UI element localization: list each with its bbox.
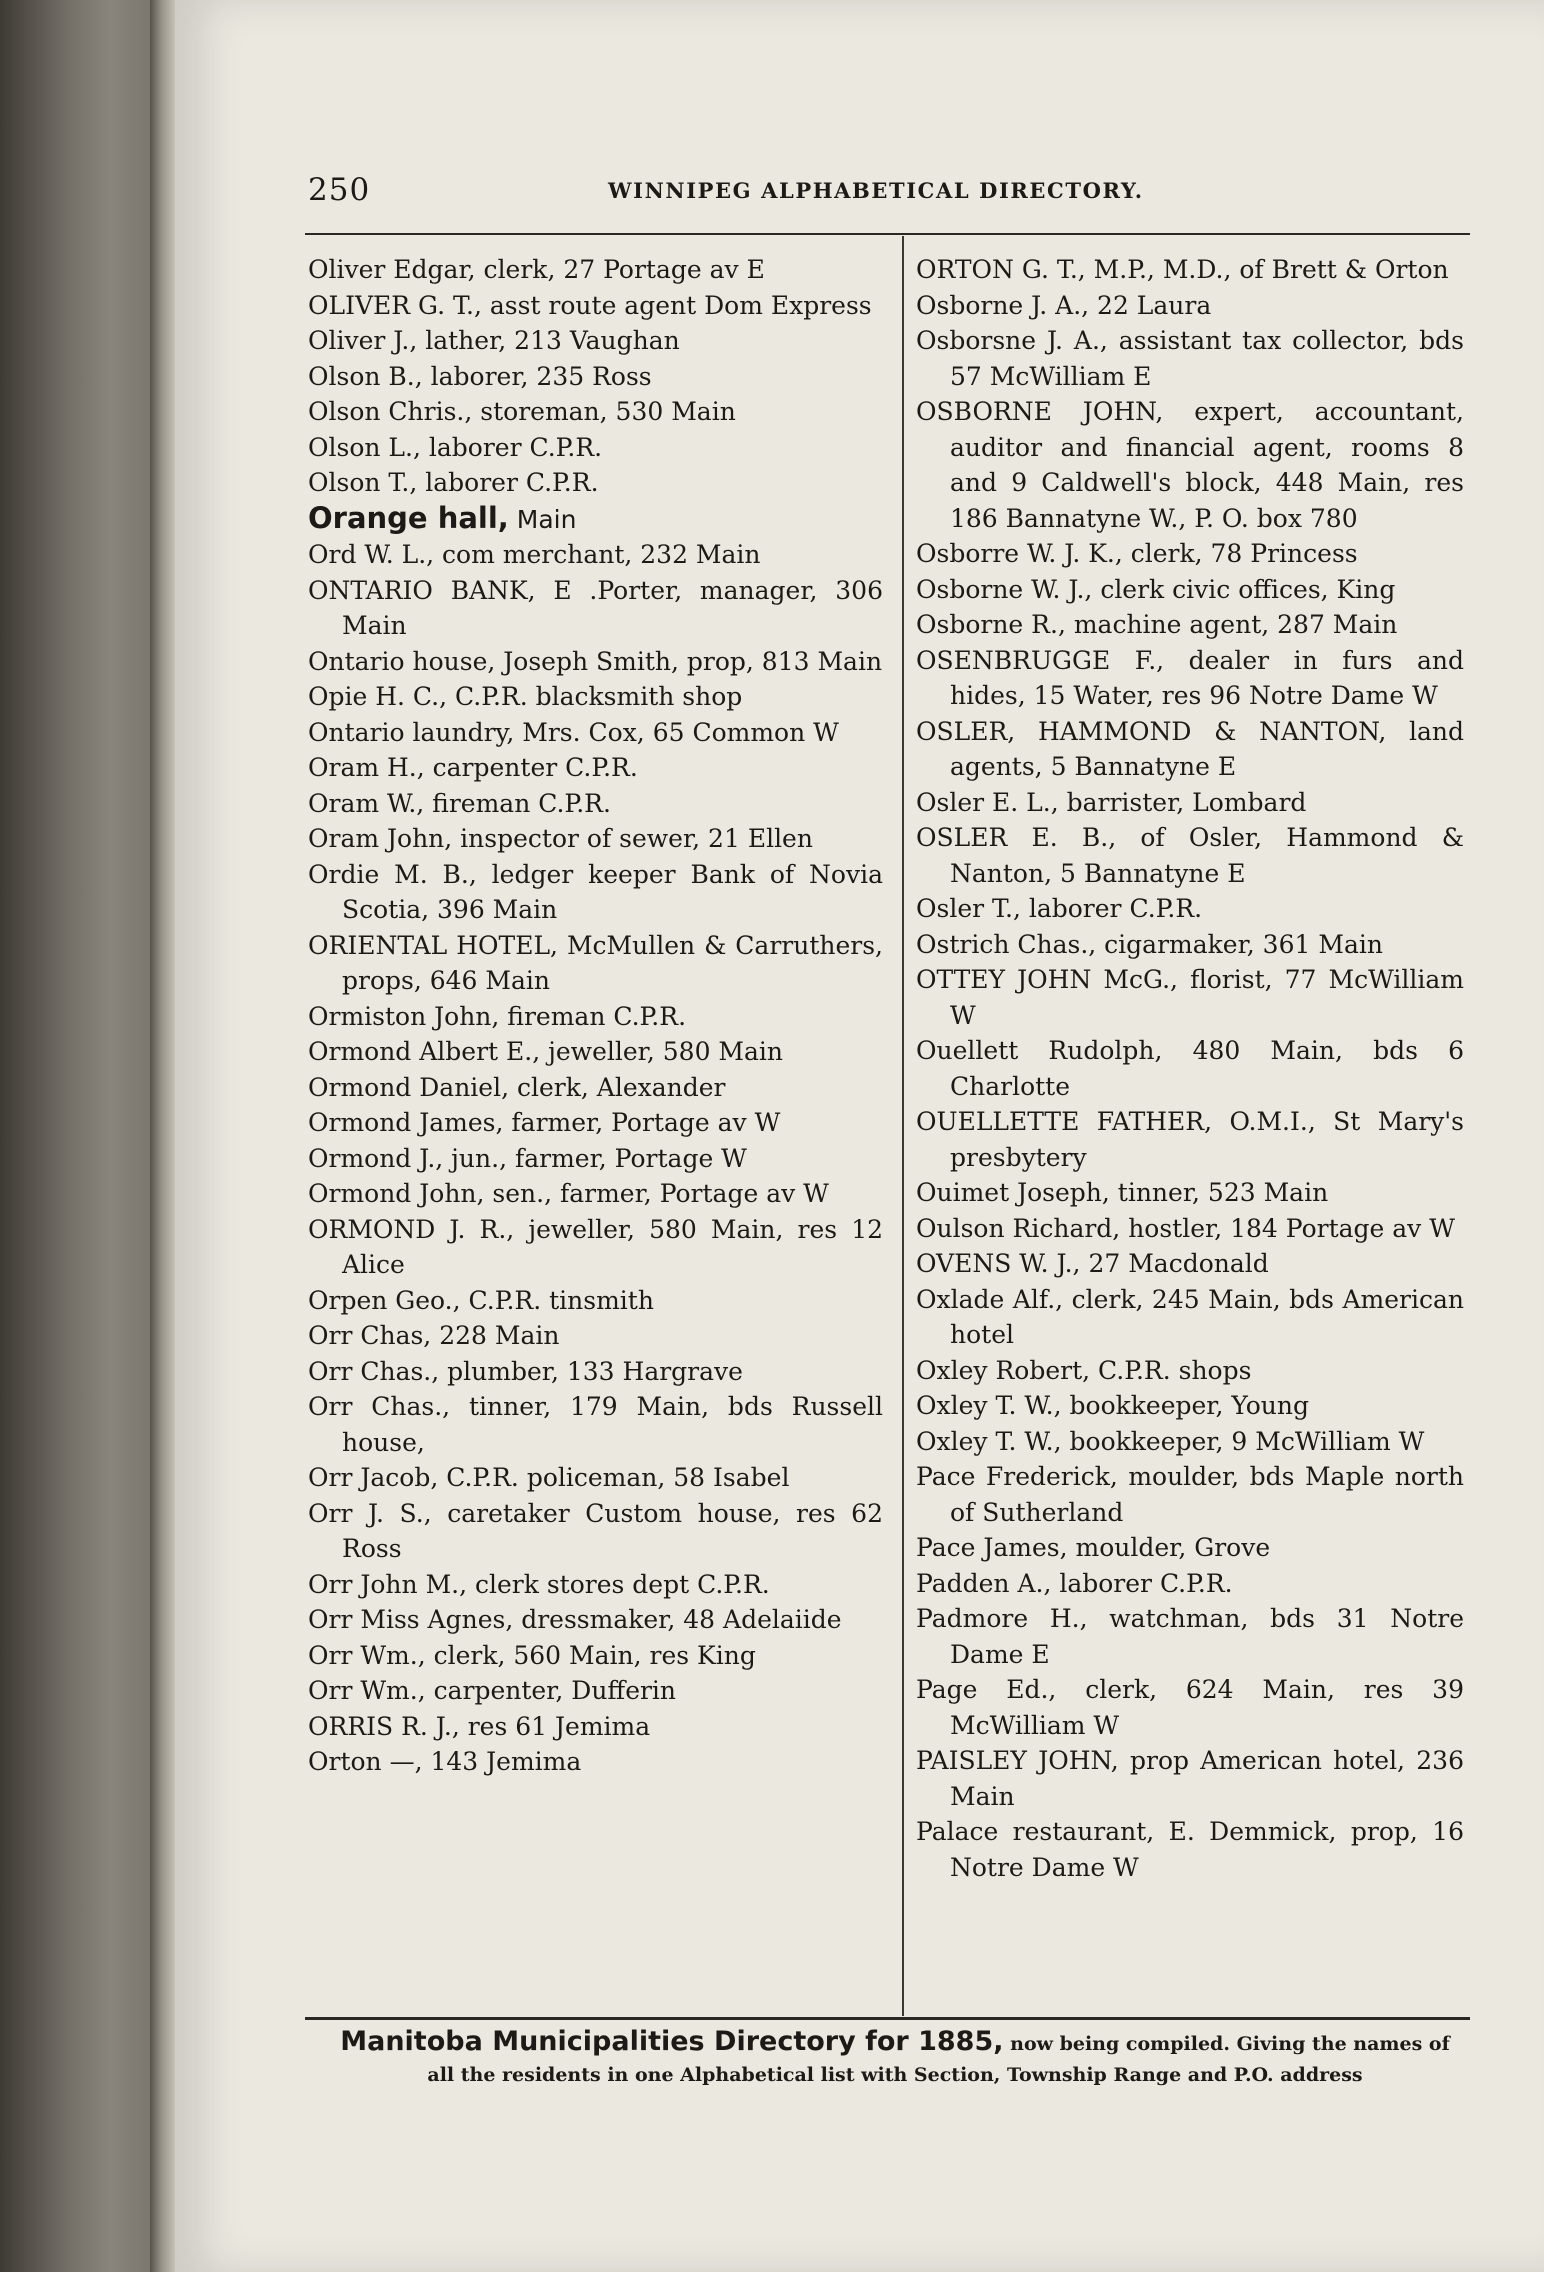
directory-entry: Oxlade Alf., clerk, 245 Main, bds American hotel — [916, 1284, 1464, 1349]
directory-entry: Olson Chris., storeman, 530 Main — [308, 397, 736, 426]
directory-entry: Ormond John, sen., farmer, Portage av W — [308, 1179, 829, 1208]
directory-entry: Ord W. L., com merchant, 232 Main — [308, 540, 761, 569]
directory-entry: OLIVER G. T., asst route agent Dom Express — [308, 290, 872, 320]
directory-entry: ORTON G. T., M.P., M.D., of Brett & Orton — [916, 255, 1449, 284]
directory-entry: Opie H. C., C.P.R. blacksmith shop — [308, 682, 743, 711]
footer-headline-rest: now being compiled. Giving the names of — [1003, 2033, 1450, 2055]
directory-entry: Ostrich Chas., cigarmaker, 361 Main — [916, 929, 1383, 959]
directory-entry: Oram W., fireman C.P.R. — [308, 788, 611, 818]
directory-entry: OVENS W. J., 27 Macdonald — [916, 1249, 1269, 1278]
directory-entry: Osler E. L., barrister, Lombard — [916, 787, 1307, 817]
directory-entry: ORIENTAL HOTEL, McMullen & Carruthers, props, 646 Main — [308, 930, 883, 995]
directory-entry: Pace Frederick, moulder, bds Maple north of Sutherland — [916, 1462, 1464, 1527]
directory-entry: Orr Wm., carpenter, Dufferin — [308, 1676, 677, 1705]
directory-entry: OSBORNE JOHN, expert, accountant, auditor and financial agent, rooms 8 and 9 Caldwell's block, 448 Main, res 186 Bannatyne W., P. O. box 780 — [916, 397, 1464, 533]
directory-entry: Oulson Richard, hostler, 184 Portage av W — [916, 1213, 1455, 1243]
directory-entry: Osborne W. J., clerk civic offices, King — [916, 574, 1396, 604]
directory-entry: OSLER, HAMMOND & NANTON, land agents, 5 Bannatyne E — [916, 716, 1464, 781]
directory-entry: Ontario house, Joseph Smith, prop, 813 Main — [308, 646, 883, 676]
directory-entry: Oxley T. W., bookkeeper, Young — [916, 1391, 1309, 1420]
directory-entry: Orr Jacob, C.P.R. policeman, 58 Isabel — [308, 1463, 790, 1492]
directory-entry: Oxley Robert, C.P.R. shops — [916, 1355, 1252, 1385]
directory-entry — [308, 501, 883, 538]
directory-entry: Osborne J. A., 22 Laura — [916, 290, 1212, 320]
directory-entry: OSLER E. B., of Osler, Hammond & Nanton, 5 Bannatyne E — [916, 823, 1464, 888]
directory-entry: Ormond Daniel, clerk, Alexander — [308, 1072, 726, 1102]
directory-entry: Orr Chas., tinner, 179 Main, bds Russell house, — [308, 1392, 883, 1457]
directory-entry: Olson B., laborer, 235 Ross — [308, 361, 652, 391]
directory-entry: PAISLEY JOHN, prop American hotel, 236 Main — [916, 1746, 1464, 1811]
directory-entry: Olson L., laborer C.P.R. — [308, 432, 603, 462]
directory-entry: Orr Wm., clerk, 560 Main, res King — [308, 1640, 756, 1670]
directory-entry: Orr Chas., plumber, 133 Hargrave — [308, 1356, 743, 1386]
right-column — [916, 252, 1464, 1885]
directory-entry: Ouimet Joseph, tinner, 523 Main — [916, 1178, 1329, 1207]
directory-entry: ORRIS R. J., res 61 Jemima — [308, 1711, 651, 1741]
directory-entry: Oram H., carpenter C.P.R. — [308, 753, 638, 782]
directory-entry: Ordie M. B., ledger keeper Bank of Novia Scotia, 396 Main — [308, 859, 883, 924]
header-rule — [305, 233, 1470, 235]
directory-entry: Orr John M., clerk stores dept C.P.R. — [308, 1569, 770, 1599]
directory-entry: Ormond J., jun., farmer, Portage W — [308, 1143, 747, 1173]
advertisement-footer — [305, 2025, 1485, 2089]
footer-line-one — [305, 2025, 1485, 2061]
directory-entry: Padden A., laborer C.P.R. — [916, 1568, 1233, 1598]
directory-entry: Olson T., laborer C.P.R. — [308, 468, 599, 497]
directory-entry: Oram John, inspector of sewer, 21 Ellen — [308, 824, 813, 853]
directory-entry: Oliver Edgar, clerk, 27 Portage av E — [308, 255, 765, 284]
directory-page — [175, 0, 1544, 2272]
directory-entry: Osborsne J. A., assistant tax collector, bds 57 McWilliam E — [916, 326, 1464, 391]
directory-entry: Osborne R., machine agent, 287 Main — [916, 610, 1398, 639]
footer-line-two: all the residents in one Alphabetical list with Section, Township Range and P.O. address — [427, 2064, 1363, 2086]
directory-entry: Orr Chas, 228 Main — [308, 1321, 560, 1350]
directory-entry: Page Ed., clerk, 624 Main, res 39 McWilliam W — [916, 1675, 1464, 1740]
directory-entry: ONTARIO BANK, E .Porter, manager, 306 Main — [308, 575, 883, 640]
directory-entry: OUELLETTE FATHER, O.M.I., St Mary's presbytery — [916, 1107, 1464, 1172]
footer-headline: Manitoba Municipalities Directory for 1885, — [340, 2026, 1004, 2057]
directory-entry: Orr J. S., caretaker Custom house, res 62 Ross — [308, 1498, 883, 1563]
directory-entry: Ormiston John, fireman C.P.R. — [308, 1001, 687, 1031]
page-number: 250 — [308, 172, 371, 208]
directory-entry: Ormond Albert E., jeweller, 580 Main — [308, 1037, 784, 1066]
directory-entry: ORMOND J. R., jeweller, 580 Main, res 12 Alice — [308, 1214, 883, 1279]
directory-entry: Ormond James, farmer, Portage av W — [308, 1108, 781, 1137]
directory-entry: Padmore H., watchman, bds 31 Notre Dame E — [916, 1604, 1464, 1669]
directory-entry: Orton —, 143 Jemima — [308, 1747, 582, 1776]
directory-entry: OSENBRUGGE F., dealer in furs and hides, 15 Water, res 96 Notre Dame W — [916, 645, 1464, 710]
directory-entry: OTTEY JOHN McG., florist, 77 McWilliam W — [916, 965, 1464, 1030]
directory-entry: Orr Miss Agnes, dressmaker, 48 Adelaiide — [308, 1605, 842, 1634]
column-divider — [902, 236, 904, 2016]
directory-entry: Pace James, moulder, Grove — [916, 1533, 1271, 1562]
directory-entry-lead: Orange hall, — [308, 500, 509, 535]
directory-entry: Ouellett Rudolph, 480 Main, bds 6 Charlotte — [916, 1036, 1464, 1101]
directory-entry: Palace restaurant, E. Demmick, prop, 16 Notre Dame W — [916, 1817, 1464, 1882]
directory-entry: Orpen Geo., C.P.R. tinsmith — [308, 1285, 654, 1315]
directory-entry: Oxley T. W., bookkeeper, 9 McWilliam W — [916, 1426, 1425, 1456]
directory-entry: Ontario laundry, Mrs. Cox, 65 Common W — [308, 717, 839, 747]
directory-entry: Osborre W. J. K., clerk, 78 Princess — [916, 539, 1358, 568]
page-header — [308, 172, 1468, 212]
directory-entry: Oliver J., lather, 213 Vaughan — [308, 326, 680, 355]
directory-entry-detail: Main — [508, 504, 577, 534]
running-title: WINNIPEG ALPHABETICAL DIRECTORY. — [608, 178, 1144, 203]
left-column — [308, 252, 883, 1780]
directory-entry: Osler T., laborer C.P.R. — [916, 894, 1203, 923]
footer-rule — [305, 2017, 1470, 2020]
